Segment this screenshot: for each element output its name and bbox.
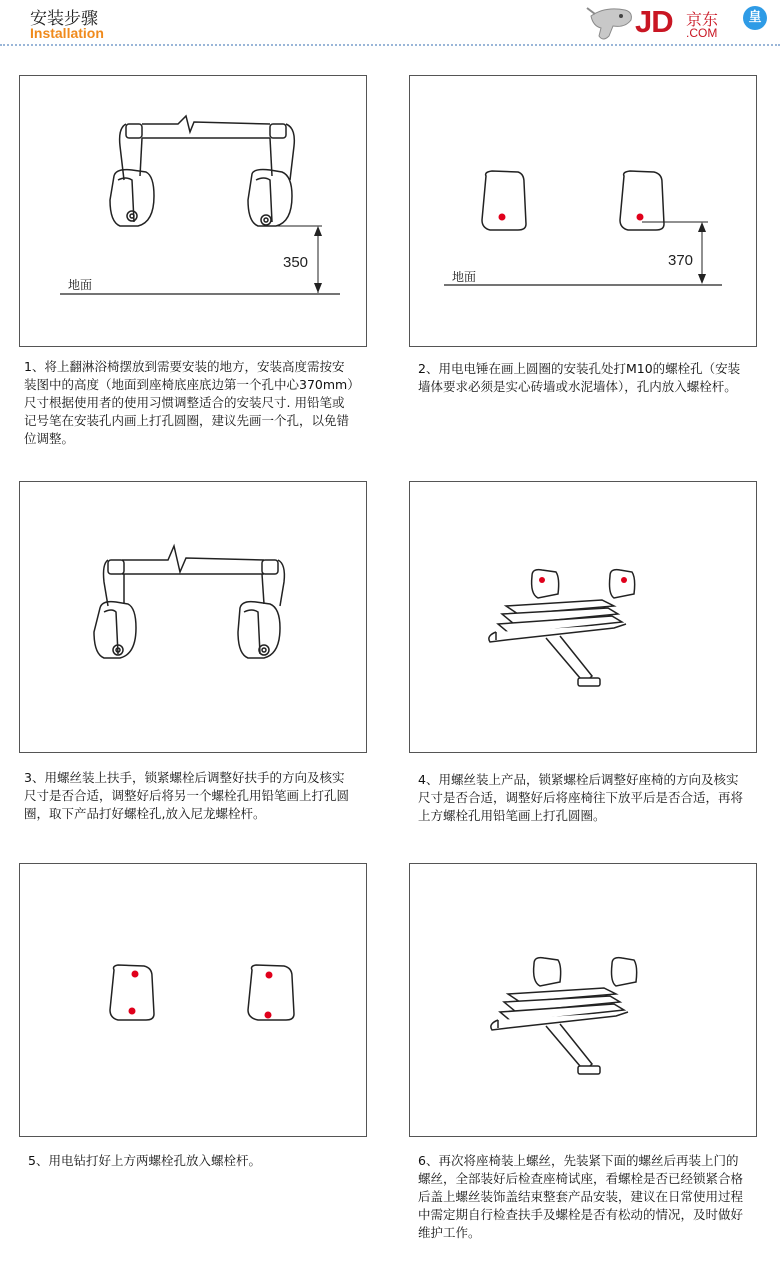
step-1-caption: 1、将上翻淋浴椅摆放到需要安装的地方，安装高度需按安装图中的高度（地面到座椅底座底边第一个孔中心370mm）尺寸根据使用者的使用习惯调整适合的安装尺寸. 用铅笔或记号笔在安装孔内画上打孔圆圈，建议先画一个孔，以免错位调整。 [24,359,354,446]
step-5-diagram [20,864,368,1138]
jd-logo-text: JD [635,4,673,39]
step-1-diagram [20,76,368,348]
jd-logo-cn: 京东 [686,10,719,29]
step-1-ground-label: 地面 [68,278,93,292]
step-3-diagram [20,482,368,754]
step-6-diagram [410,864,758,1138]
step-5-figure [19,863,367,1137]
jd-logo[interactable] [585,2,780,44]
crown-badge-icon: 皇 [743,6,767,30]
step-2-diagram [410,76,758,348]
step-1-figure [19,75,367,347]
page-subtitle: Installation [30,25,104,41]
step-6-caption: 6、再次将座椅装上螺丝，先装紧下面的螺丝后再装上门的螺丝，全部装好后检查座椅试座，看螺栓是否已经锁紧合格后盖上螺丝装饰盖结束整套产品安装，建议在日常使用过程中需定期自行检查扶手及螺栓是否有松动的情况，及时做好维护工作。 [418,1153,744,1240]
step-4-figure [409,481,757,753]
step-1-dimension: 350 [283,254,309,271]
jd-logo-com: .COM [686,26,718,40]
step-3-figure [19,481,367,753]
page-title: 安装步骤 [30,9,98,29]
step-5-caption: 5、用电钻打好上方两螺栓孔放入螺栓杆。 [28,1153,261,1168]
page-header [0,0,780,50]
step-4-caption: 4、用螺丝装上产品，锁紧螺栓后调整好座椅的方向及核实尺寸是否合适，调整好后将座椅往下放平后是否合适，再将上方螺栓孔用铅笔画上打孔圆圈。 [418,772,744,823]
step-6-figure [409,863,757,1137]
dog-mascot-icon [585,2,635,44]
step-2-dimension: 370 [668,252,694,269]
header-divider [0,44,780,46]
step-4-diagram [410,482,758,754]
step-2-ground-label: 地面 [452,270,477,284]
step-2-caption: 2、用电电锤在画上圆圈的安装孔处打M10的螺栓孔（安装墙体要求必须是实心砖墙或水泥墙体），孔内放入螺栓杆。 [418,361,741,394]
step-2-figure [409,75,757,347]
step-3-caption: 3、用螺丝装上扶手，锁紧螺栓后调整好扶手的方向及核实尺寸是否合适，调整好后将另一个螺栓孔用铅笔画上打孔圆圈，取下产品打好螺栓孔,放入尼龙螺栓杆。 [24,770,350,821]
